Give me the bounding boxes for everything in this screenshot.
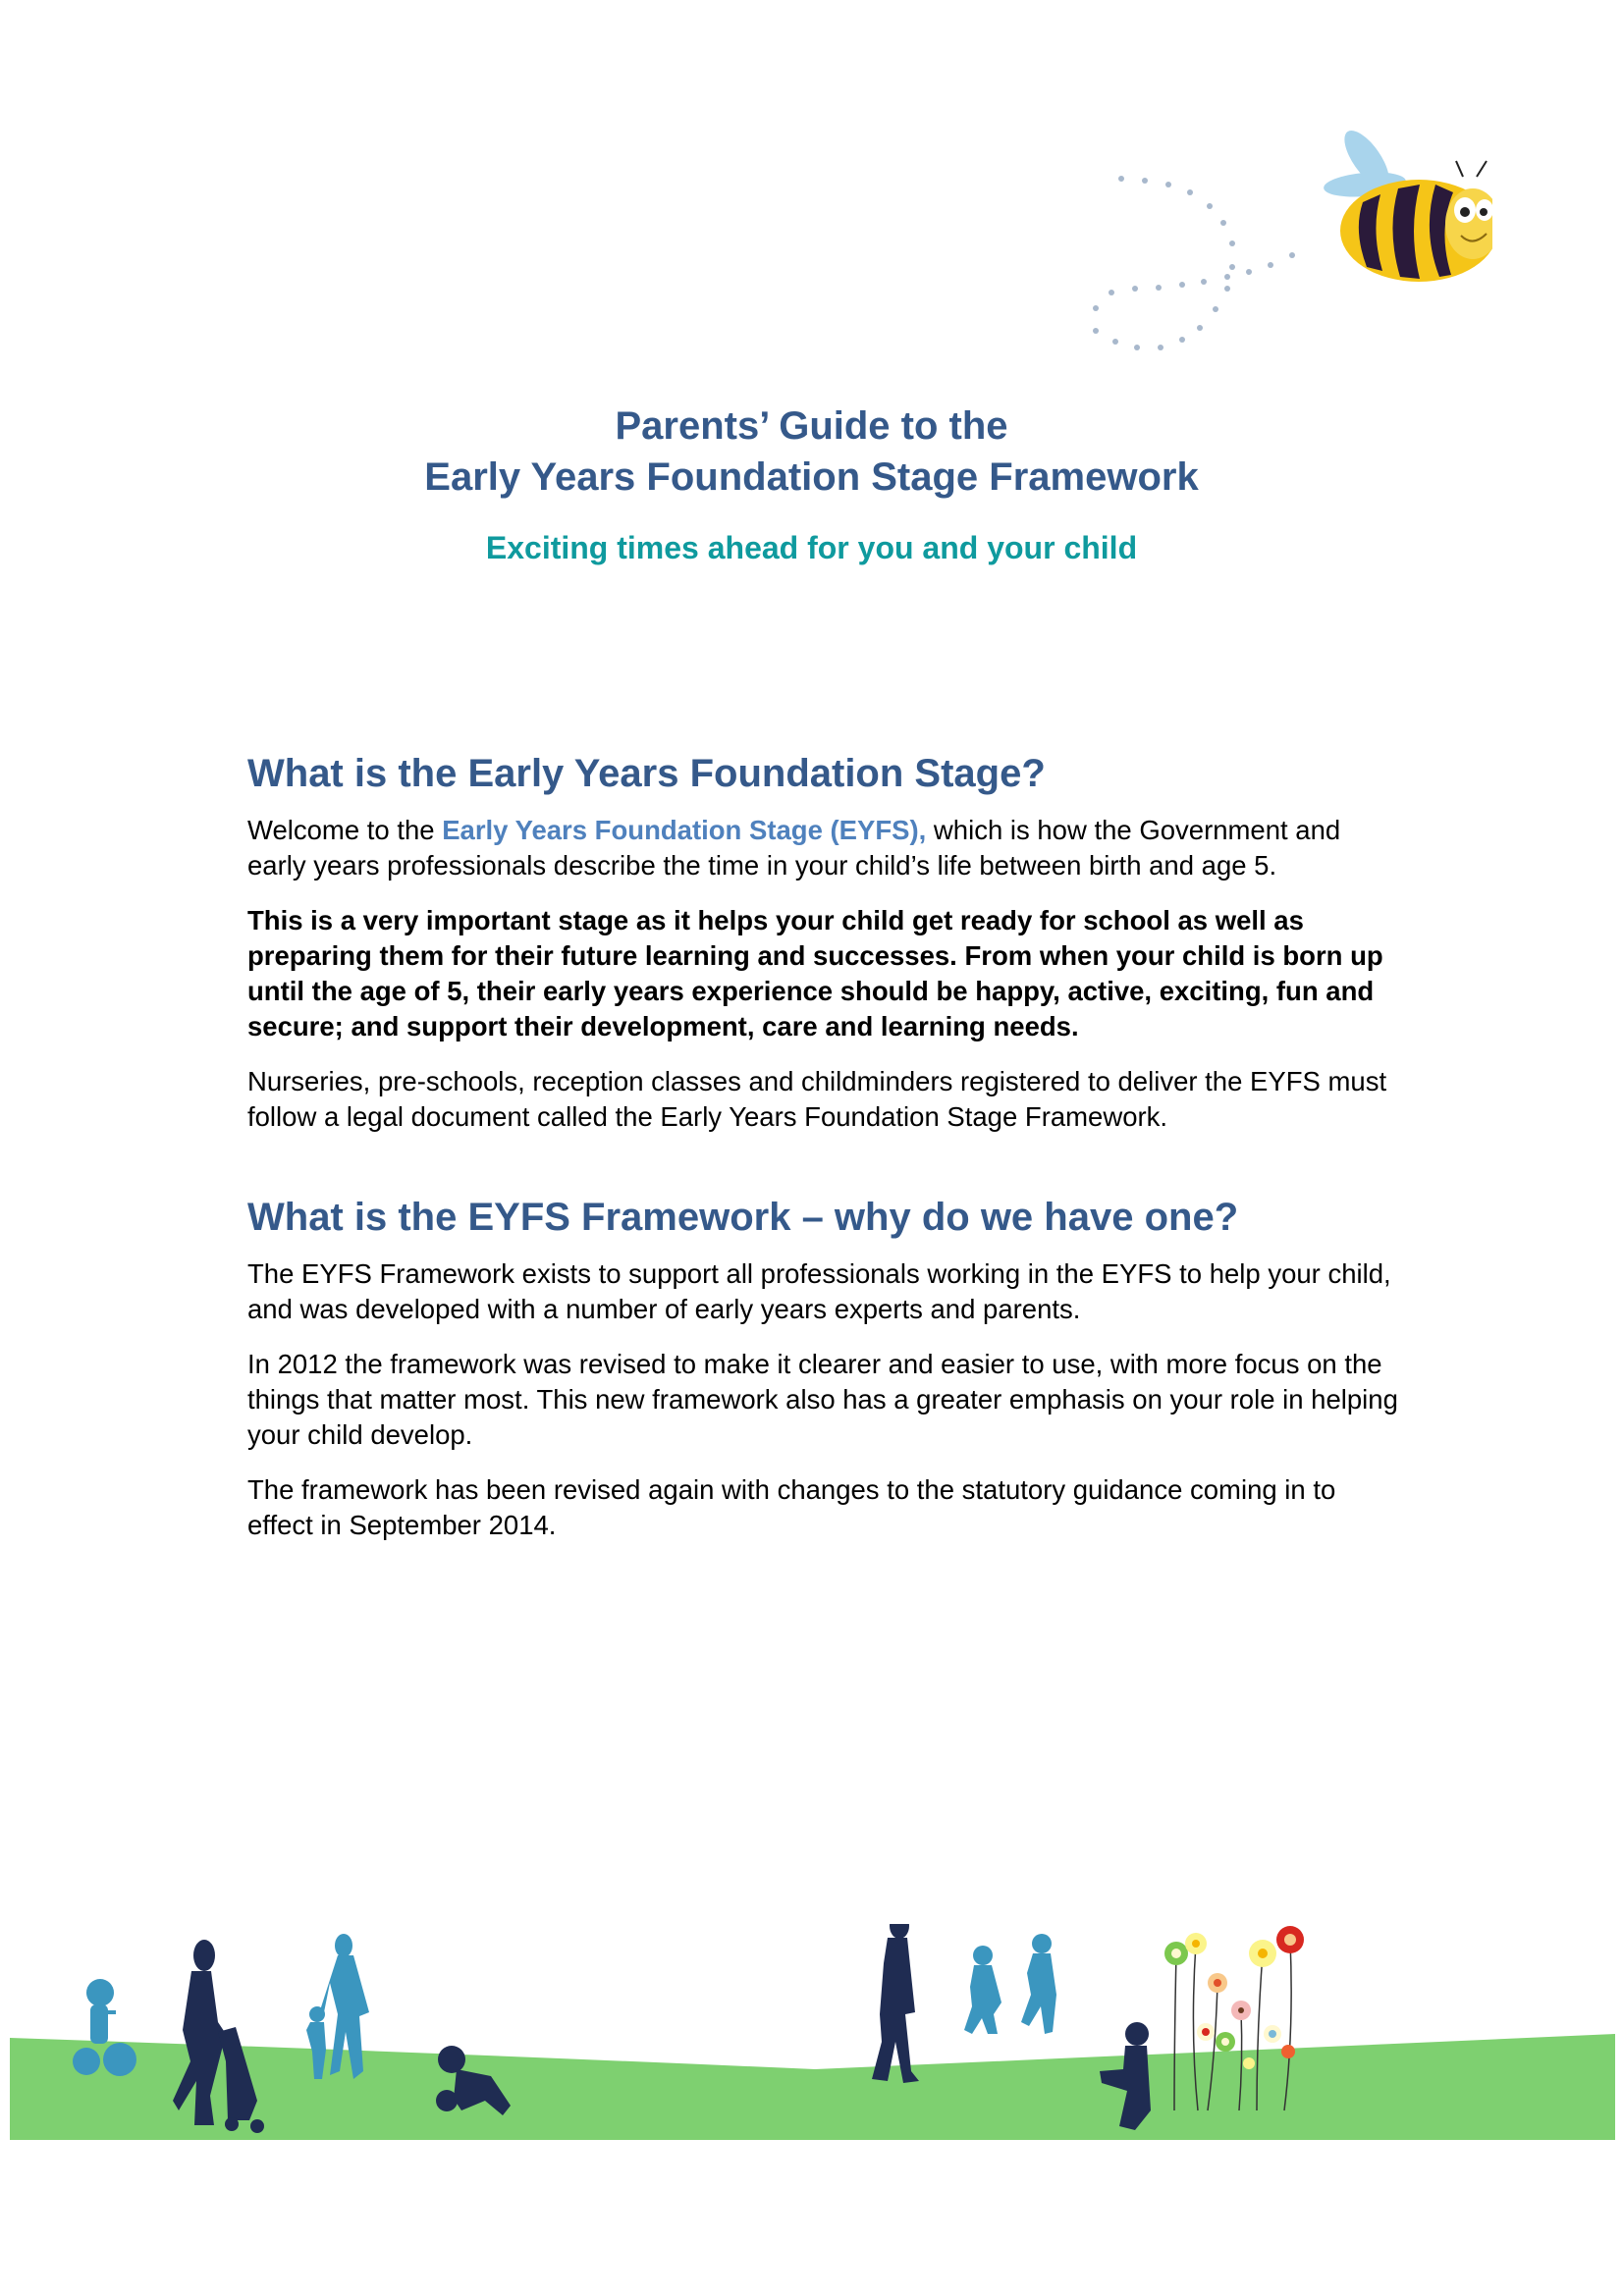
bee-icon xyxy=(1080,108,1492,363)
parent-and-toddler-icon xyxy=(306,1934,369,2079)
paragraph-2012-revision: In 2012 the framework was revised to make it clearer and easier to use, with more focus on the things that matter most. This new framework also has a greater emphasis on your role in helping your child develop. xyxy=(247,1349,1398,1450)
title-block xyxy=(0,400,1623,567)
document-body xyxy=(247,748,1406,1563)
text: Welcome to the xyxy=(247,815,443,845)
child-on-bike-icon xyxy=(73,1979,136,2076)
section-eyfs-framework xyxy=(247,1192,1406,1543)
paragraph-framework-exists: The EYFS Framework exists to support all professionals working in the EYFS to help your child, and was developed with a number of early years experts and parents. xyxy=(247,1258,1391,1324)
document-title-line-1: Parents’ Guide to the xyxy=(615,404,1008,448)
paragraph-nurseries: Nurseries, pre-schools, reception classes and childminders registered to deliver the EYFS must follow a legal document called the Early Years Foundation Stage Framework. xyxy=(247,1066,1387,1132)
families-on-grass-illustration xyxy=(0,1924,1623,2160)
running-children-icon xyxy=(964,1934,1056,2034)
paragraph-welcome xyxy=(247,813,1406,883)
section-what-is-eyfs xyxy=(247,748,1406,1135)
highlighted-term: Early Years Foundation Stage (EYFS), xyxy=(442,815,927,845)
paragraph-important-stage: This is a very important stage as it helps your child get ready for school as well as preparing them for their future learning and successes. From when your child is born up until the age of 5, their early years experience should be happy, active, exciting, fun and secure; and support their development, care and learning needs. xyxy=(247,905,1383,1041)
document-subtitle: Exciting times ahead for you and your child xyxy=(485,530,1138,565)
section-heading: What is the EYFS Framework – why do we have one? xyxy=(247,1196,1239,1239)
text: which is how the Government and early years professionals describe the time in your child’s life between birth and age 5. xyxy=(247,815,1341,881)
document-title-line-2: Early Years Foundation Stage Framework xyxy=(424,455,1199,499)
walking-adult-icon xyxy=(872,1924,919,2083)
section-heading: What is the Early Years Foundation Stage? xyxy=(247,752,1046,795)
paragraph-2014-revision: The framework has been revised again with changes to the statutory guidance coming in to effect in September 2014. xyxy=(247,1474,1336,1540)
bee-illustration xyxy=(1080,108,1492,363)
